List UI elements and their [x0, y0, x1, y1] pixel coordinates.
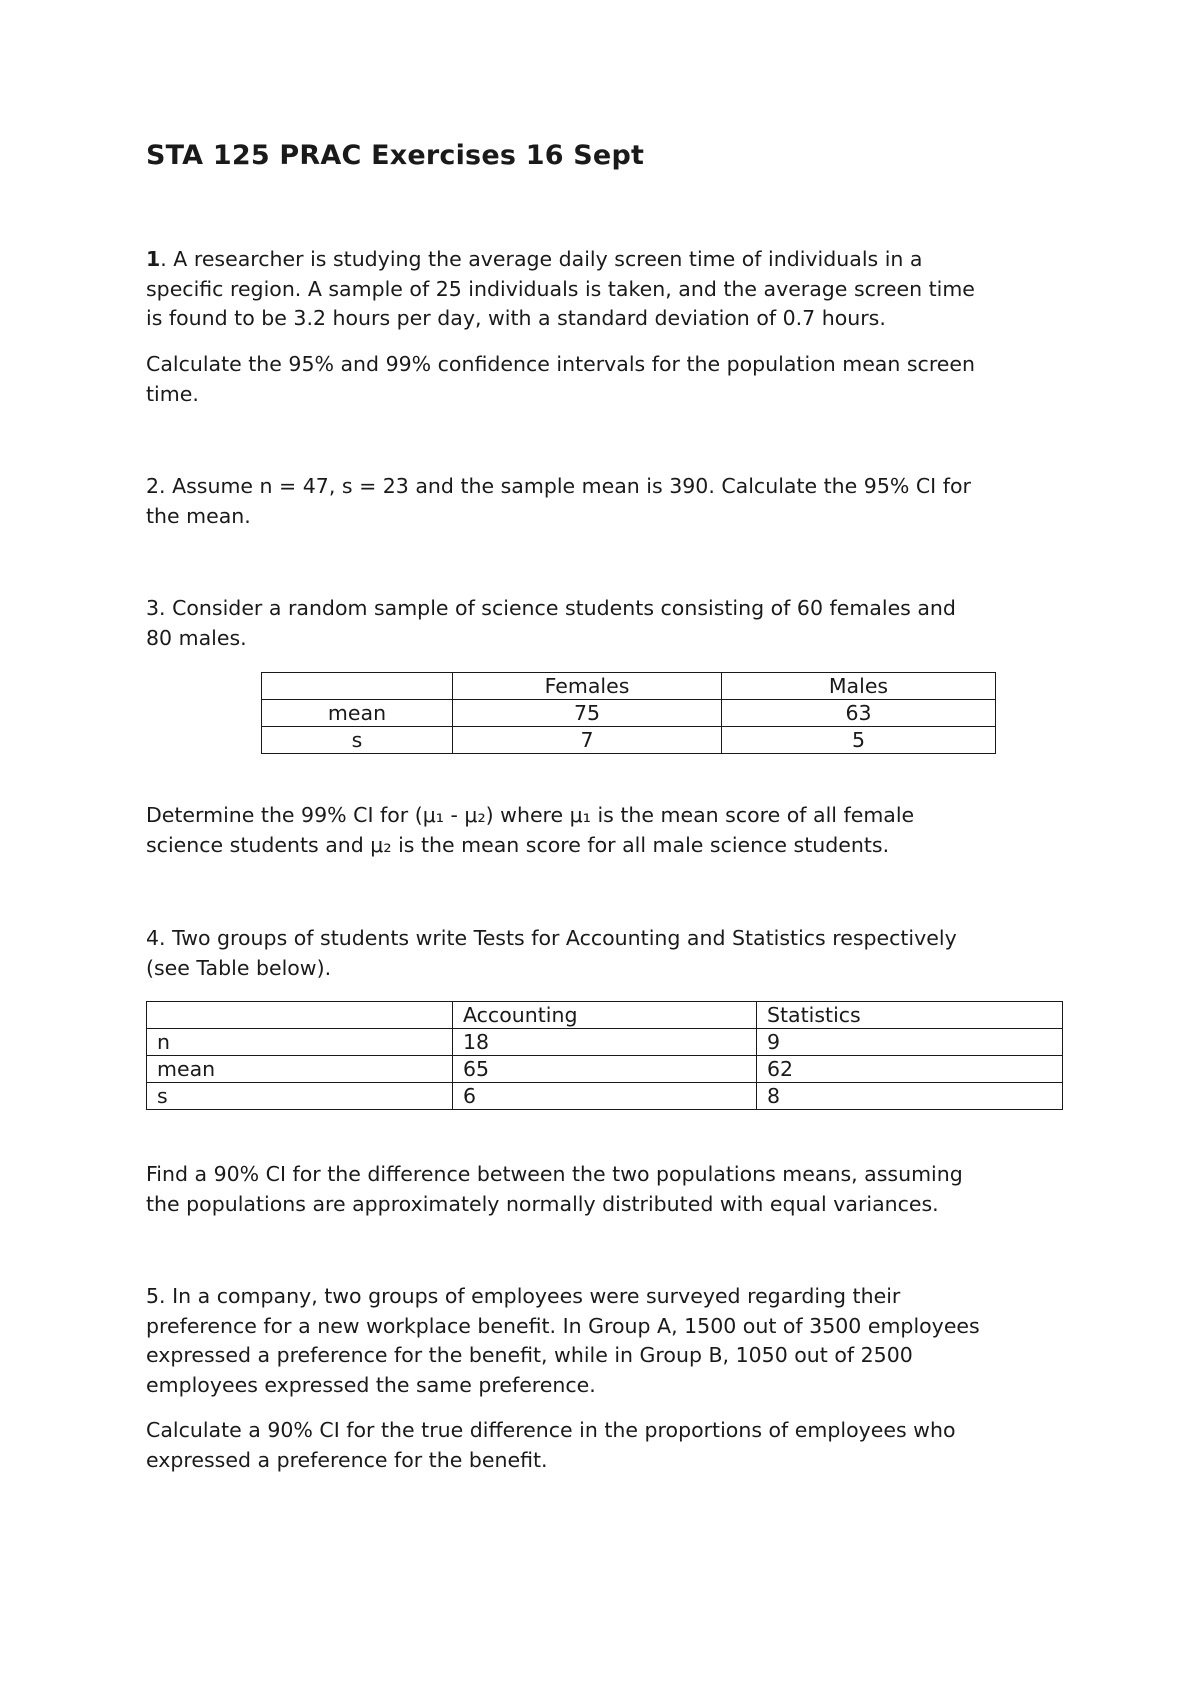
- question-3-task-line-2: science students and μ₂ is the mean score for all male science students.: [146, 832, 890, 857]
- table-header-cell: [147, 1002, 453, 1029]
- table-cell: n: [147, 1029, 453, 1056]
- table-cell: 63: [722, 700, 996, 727]
- table-cell: s: [262, 727, 453, 754]
- question-1-text: [146, 245, 1076, 334]
- table-header-row: [147, 1002, 1063, 1029]
- table-cell: 62: [757, 1056, 1063, 1083]
- question-5-text: [146, 1282, 1076, 1400]
- question-2-line-2: the mean.: [146, 503, 251, 528]
- table-female-male-stats: [261, 672, 996, 754]
- table-header-cell: Statistics: [757, 1002, 1063, 1029]
- question-5-line-4: employees expressed the same preference.: [146, 1372, 596, 1397]
- question-1-number: 1: [146, 247, 161, 271]
- table-cell: mean: [262, 700, 453, 727]
- table-row: [147, 1029, 1063, 1056]
- question-1-task: [146, 350, 1076, 409]
- question-3-line-2: 80 males.: [146, 625, 247, 650]
- table-header-cell: Males: [722, 673, 996, 700]
- question-4-task: [146, 1160, 1076, 1219]
- table-row: [147, 1056, 1063, 1083]
- question-2-line-1: 2. Assume n = 47, s = 23 and the sample mean is 390. Calculate the 95% CI for: [146, 474, 971, 498]
- question-4-task-line-1: Find a 90% CI for the difference between the two populations means, assuming: [146, 1162, 963, 1186]
- table-cell: mean: [147, 1056, 453, 1083]
- question-5-line-2: preference for a new workplace benefit. In Group A, 1500 out of 3500 employees: [146, 1313, 980, 1338]
- table-cell: 75: [453, 700, 722, 727]
- table-header-cell: Accounting: [453, 1002, 757, 1029]
- question-4-task-line-2: the populations are approximately normally distributed with equal variances.: [146, 1191, 939, 1216]
- table-cell: 18: [453, 1029, 757, 1056]
- table-accounting-statistics: [146, 1001, 1063, 1110]
- table-row: [262, 700, 996, 727]
- table-cell: s: [147, 1083, 453, 1110]
- table-row: [147, 1083, 1063, 1110]
- table-cell: 65: [453, 1056, 757, 1083]
- table-cell: 6: [453, 1083, 757, 1110]
- question-1-line-2: specific region. A sample of 25 individuals is taken, and the average screen time: [146, 276, 975, 301]
- question-5-task: [146, 1416, 1076, 1475]
- question-5-line-3: expressed a preference for the benefit, while in Group B, 1050 out of 2500: [146, 1343, 913, 1367]
- table-cell: 8: [757, 1083, 1063, 1110]
- question-2-text: [146, 472, 1076, 531]
- question-1-task-line-2: time.: [146, 381, 199, 406]
- table-cell: 5: [722, 727, 996, 754]
- question-1-task-line-1: Calculate the 95% and 99% confidence intervals for the population mean screen: [146, 352, 976, 376]
- question-5-task-line-2: expressed a preference for the benefit.: [146, 1447, 548, 1472]
- table-header-row: [262, 673, 996, 700]
- question-5-line-1: 5. In a company, two groups of employees were surveyed regarding their: [146, 1284, 901, 1308]
- table-cell: 9: [757, 1029, 1063, 1056]
- question-3-task: [146, 801, 1076, 860]
- question-3-task-line-1: Determine the 99% CI for (μ₁ - μ₂) where μ₁ is the mean score of all female: [146, 803, 915, 827]
- question-5-task-line-1: Calculate a 90% CI for the true difference in the proportions of employees who: [146, 1418, 956, 1442]
- question-3-line-1: 3. Consider a random sample of science students consisting of 60 females and: [146, 596, 956, 620]
- table-row: [262, 727, 996, 754]
- page-title: STA 125 PRAC Exercises 16 Sept: [146, 140, 645, 171]
- question-3-text: [146, 594, 1076, 653]
- table-header-cell: [262, 673, 453, 700]
- question-4-text: [146, 924, 1076, 983]
- question-1-line-3: is found to be 3.2 hours per day, with a standard deviation of 0.7 hours.: [146, 306, 886, 330]
- question-4-line-2: (see Table below).: [146, 955, 332, 980]
- question-4-line-1: 4. Two groups of students write Tests for Accounting and Statistics respectively: [146, 926, 957, 950]
- table-header-cell: Females: [453, 673, 722, 700]
- question-1-line-1: 1. A researcher is studying the average daily screen time of individuals in a: [146, 247, 923, 271]
- table-cell: 7: [453, 727, 722, 754]
